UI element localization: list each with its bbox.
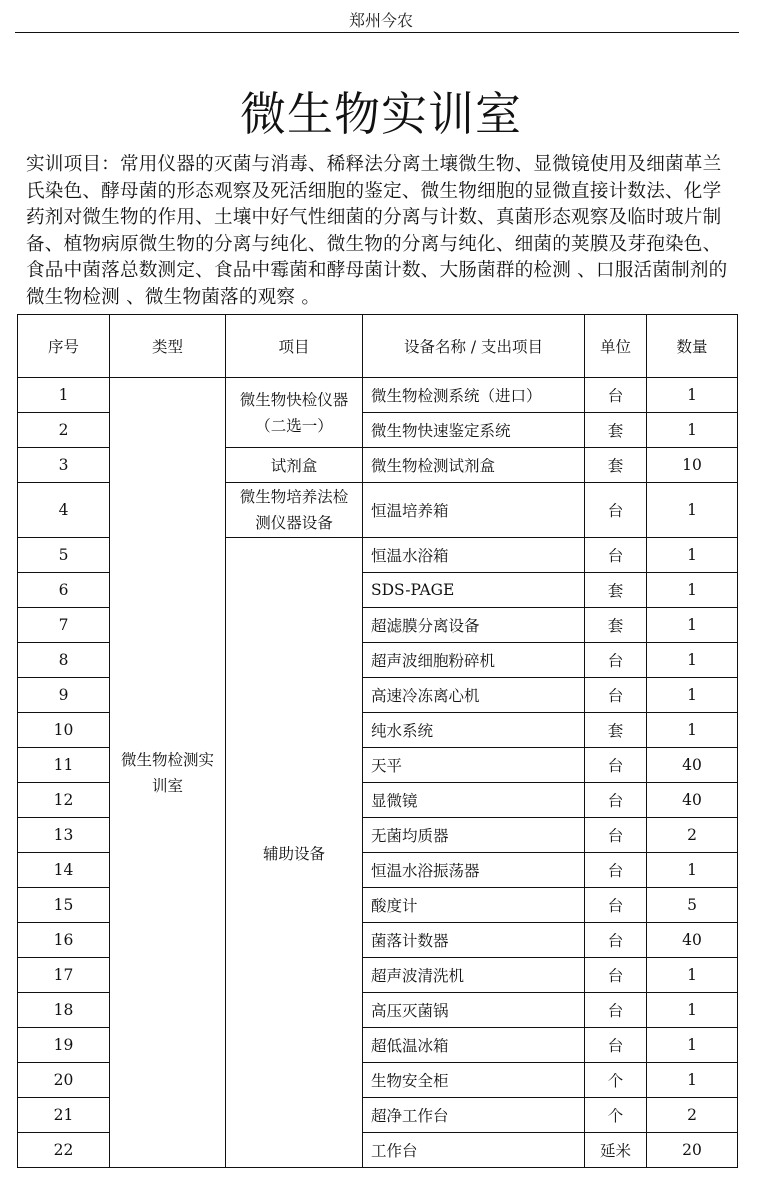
col-header-type: 类型	[110, 315, 226, 378]
row-number: 4	[18, 483, 110, 538]
equipment-name: 高速冷冻离心机	[363, 678, 585, 713]
unit: 台	[585, 538, 647, 573]
equipment-name: 显微镜	[363, 783, 585, 818]
row-number: 13	[18, 818, 110, 853]
quantity: 1	[647, 993, 738, 1028]
quantity: 5	[647, 888, 738, 923]
unit: 套	[585, 608, 647, 643]
quantity: 2	[647, 818, 738, 853]
row-number: 18	[18, 993, 110, 1028]
page-header-org: 郑州今农	[348, 11, 413, 30]
row-number: 1	[18, 378, 110, 413]
group-cell: 微生物快检仪器（二选一）	[226, 378, 363, 448]
row-number: 10	[18, 713, 110, 748]
equipment-name: 工作台	[363, 1133, 585, 1168]
equipment-name: 无菌均质器	[363, 818, 585, 853]
unit: 套	[585, 413, 647, 448]
row-number: 14	[18, 853, 110, 888]
quantity: 1	[647, 643, 738, 678]
equipment-name: 酸度计	[363, 888, 585, 923]
row-number: 8	[18, 643, 110, 678]
unit: 台	[585, 483, 647, 538]
unit: 套	[585, 573, 647, 608]
row-number: 5	[18, 538, 110, 573]
equipment-name: 恒温培养箱	[363, 483, 585, 538]
quantity: 20	[647, 1133, 738, 1168]
unit: 套	[585, 713, 647, 748]
row-number: 19	[18, 1028, 110, 1063]
group-cell: 试剂盒	[226, 448, 363, 483]
group-cell: 辅助设备	[226, 538, 363, 1168]
quantity: 40	[647, 923, 738, 958]
type-cell: 微生物检测实训室	[110, 378, 226, 1168]
equipment-name: 超声波细胞粉碎机	[363, 643, 585, 678]
unit: 台	[585, 818, 647, 853]
quantity: 1	[647, 483, 738, 538]
unit: 台	[585, 748, 647, 783]
unit: 个	[585, 1063, 647, 1098]
row-number: 21	[18, 1098, 110, 1133]
equipment-name: SDS-PAGE	[363, 573, 585, 608]
table-row	[18, 378, 738, 413]
unit: 台	[585, 853, 647, 888]
quantity: 2	[647, 1098, 738, 1133]
quantity: 40	[647, 748, 738, 783]
unit: 套	[585, 448, 647, 483]
col-header-unit: 单位	[585, 315, 647, 378]
equipment-name: 恒温水浴振荡器	[363, 853, 585, 888]
quantity: 1	[647, 713, 738, 748]
quantity: 1	[647, 608, 738, 643]
quantity: 10	[647, 448, 738, 483]
quantity: 1	[647, 378, 738, 413]
unit: 台	[585, 1028, 647, 1063]
quantity: 1	[647, 958, 738, 993]
row-number: 16	[18, 923, 110, 958]
equipment-name: 菌落计数器	[363, 923, 585, 958]
equipment-name: 天平	[363, 748, 585, 783]
unit: 延米	[585, 1133, 647, 1168]
quantity: 1	[647, 1028, 738, 1063]
equipment-name: 微生物检测试剂盒	[363, 448, 585, 483]
unit: 台	[585, 958, 647, 993]
equipment-name: 微生物快速鉴定系统	[363, 413, 585, 448]
table-header-row	[18, 315, 738, 378]
unit: 台	[585, 643, 647, 678]
quantity: 1	[647, 538, 738, 573]
row-number: 9	[18, 678, 110, 713]
row-number: 15	[18, 888, 110, 923]
quantity: 1	[647, 573, 738, 608]
row-number: 3	[18, 448, 110, 483]
equipment-name: 超滤膜分离设备	[363, 608, 585, 643]
equipment-name: 超低温冰箱	[363, 1028, 585, 1063]
col-header-item: 项目	[226, 315, 363, 378]
row-number: 11	[18, 748, 110, 783]
col-header-qty: 数量	[647, 315, 738, 378]
unit: 台	[585, 378, 647, 413]
unit: 台	[585, 993, 647, 1028]
quantity: 1	[647, 678, 738, 713]
row-number: 20	[18, 1063, 110, 1098]
unit: 台	[585, 678, 647, 713]
unit: 台	[585, 888, 647, 923]
row-number: 22	[18, 1133, 110, 1168]
equipment-table	[17, 314, 738, 1168]
equipment-name: 恒温水浴箱	[363, 538, 585, 573]
row-number: 6	[18, 573, 110, 608]
unit: 台	[585, 923, 647, 958]
unit: 台	[585, 783, 647, 818]
row-number: 12	[18, 783, 110, 818]
equipment-name: 超净工作台	[363, 1098, 585, 1133]
col-header-no: 序号	[18, 315, 110, 378]
page-title: 微生物实训室	[240, 87, 522, 141]
equipment-name: 生物安全柜	[363, 1063, 585, 1098]
quantity: 1	[647, 413, 738, 448]
row-number: 7	[18, 608, 110, 643]
intro-paragraph: 实训项目：常用仪器的灭菌与消毒、稀释法分离土壤微生物、显微镜使用及细菌革兰氏染色、酵母菌的形态观察及死活细胞的鉴定、微生物细胞的显微直接计数法、化学药剂对微生物的作用、土壤中好气性细菌的分离与计数、真菌形态观察及临时玻片制备、植物病原微生物的分离与纯化、微生物的分离与纯化、细菌的荚膜及芽孢染色、食品中菌落总数测定、食品中霉菌和酵母菌计数、大肠菌群的检测 、口服活菌制剂的微生物检测 、微生物菌落的观察 。	[26, 154, 728, 308]
quantity: 1	[647, 1063, 738, 1098]
group-cell: 微生物培养法检测仪器设备	[226, 483, 363, 538]
equipment-name: 纯水系统	[363, 713, 585, 748]
equipment-name: 超声波清洗机	[363, 958, 585, 993]
col-header-equipment: 设备名称 / 支出项目	[363, 315, 585, 378]
row-number: 17	[18, 958, 110, 993]
quantity: 1	[647, 853, 738, 888]
unit: 个	[585, 1098, 647, 1133]
quantity: 40	[647, 783, 738, 818]
equipment-name: 微生物检测系统（进口）	[363, 378, 585, 413]
header-divider	[15, 32, 739, 33]
row-number: 2	[18, 413, 110, 448]
equipment-name: 高压灭菌锅	[363, 993, 585, 1028]
